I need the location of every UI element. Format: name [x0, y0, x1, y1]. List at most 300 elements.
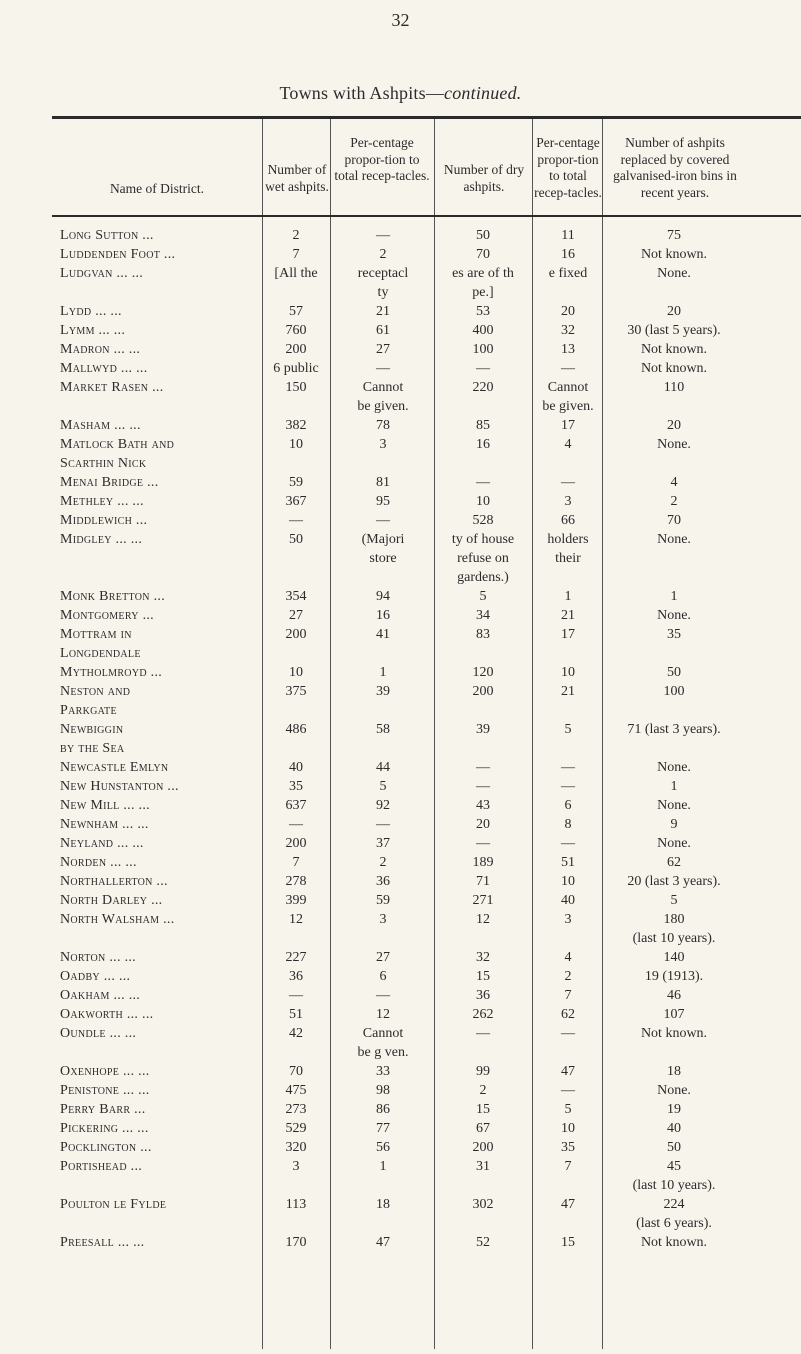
ashpits-replaced-cell: 100	[663, 684, 685, 699]
percentage-dry-cell: 47	[561, 1064, 575, 1079]
percentage-dry-cell: 3	[564, 494, 572, 509]
table-top-rule	[52, 116, 801, 119]
wet-ashpits-cell: 7	[292, 247, 300, 262]
dry-ashpits-cell: 5	[479, 589, 487, 604]
district-name: Midgley ... ...	[60, 532, 143, 547]
table-row	[52, 893, 801, 912]
dry-ashpits-cell: 189	[472, 855, 494, 870]
dry-ashpits-cell: 67	[476, 1121, 490, 1136]
table-row	[52, 361, 801, 380]
percentage-dry-cell: —	[561, 836, 575, 851]
dry-ashpits-cell: 100	[472, 342, 494, 357]
ashpits-replaced-cell: 107	[663, 1007, 685, 1022]
ashpits-replaced-cell: 140	[663, 950, 685, 965]
district-name: Portishead ...	[60, 1159, 143, 1174]
dry-ashpits-cell: 71	[476, 874, 490, 889]
wet-ashpits-cell: 57	[289, 304, 303, 319]
title-continued: continued.	[444, 83, 522, 103]
district-name: Lymm ... ...	[60, 323, 126, 338]
percentage-dry-cell: 51	[561, 855, 575, 870]
wet-ashpits-cell: 354	[285, 589, 307, 604]
percentage-wet-cell: 1	[379, 1159, 387, 1174]
percentage-wet-cell: 77	[376, 1121, 390, 1136]
ashpits-replaced-cell: 110	[663, 380, 685, 395]
percentage-wet-cell: —	[376, 228, 390, 243]
percentage-dry-cell: —	[561, 779, 575, 794]
district-name: Matlock Bath and	[60, 437, 175, 452]
percentage-dry-cell: 10	[561, 665, 575, 680]
wet-ashpits-cell: 529	[285, 1121, 307, 1136]
dry-ashpits-cell: 10	[476, 494, 490, 509]
percentage-dry-cell: 17	[561, 418, 575, 433]
percentage-dry-cell: 10	[561, 874, 575, 889]
ashpits-replaced-cell: Not known.	[640, 1235, 708, 1250]
dry-ashpits-cell: 262	[472, 1007, 494, 1022]
ashpits-replaced-cell: 75	[667, 228, 681, 243]
percentage-dry-cell: 40	[561, 893, 575, 908]
percentage-dry-cell: 11	[561, 228, 575, 243]
wet-ashpits-cell: —	[289, 817, 303, 832]
percentage-wet-cell: 5	[379, 779, 387, 794]
percentage-wet-cell: (Majori	[361, 532, 405, 547]
table-row	[52, 1235, 801, 1254]
percentage-wet-cell: 98	[376, 1083, 390, 1098]
ashpits-replaced-cell: 2	[670, 494, 678, 509]
wet-ashpits-cell: 70	[289, 1064, 303, 1079]
title-prefix: Towns with Ashpits—	[279, 83, 445, 103]
dry-ashpits-cell: —	[476, 361, 490, 376]
dry-ashpits-cell: 15	[476, 969, 490, 984]
ashpits-replaced-cell: None.	[657, 608, 691, 623]
district-name: Perry Barr ...	[60, 1102, 146, 1117]
ashpits-replaced-cell: Not known.	[640, 342, 708, 357]
percentage-wet-cell: 41	[376, 627, 390, 642]
district-name: Market Rasen ...	[60, 380, 164, 395]
district-name: by the Sea	[60, 741, 125, 756]
ashpits-replaced-cell: 50	[667, 1140, 681, 1155]
percentage-wet-cell: be given.	[357, 399, 409, 414]
percentage-wet-cell: 36	[376, 874, 390, 889]
district-name: Scarthin Nick	[60, 456, 147, 471]
table-row	[52, 874, 801, 893]
table-row	[52, 285, 801, 304]
wet-ashpits-cell: 3	[292, 1159, 300, 1174]
district-name: Madron ... ...	[60, 342, 141, 357]
percentage-dry-cell: 66	[561, 513, 575, 528]
table-row	[52, 817, 801, 836]
header-wet-ashpits: Number of wet ashpits.	[265, 162, 329, 194]
district-name: Parkgate	[60, 703, 117, 718]
dry-ashpits-cell: 120	[472, 665, 494, 680]
header-ashpits-replaced: Number of ashpits replaced by covered galvanised-iron bins in recent years.	[613, 135, 737, 200]
wet-ashpits-cell: [All the	[274, 266, 318, 281]
percentage-dry-cell: —	[561, 475, 575, 490]
percentage-dry-cell: 8	[564, 817, 572, 832]
percentage-dry-cell: 20	[561, 304, 575, 319]
percentage-wet-cell: —	[376, 817, 390, 832]
wet-ashpits-cell: 200	[285, 342, 307, 357]
header-dry-ashpits: Number of dry ashpits.	[443, 162, 525, 194]
district-name: Neston and	[60, 684, 131, 699]
page-number: 32	[391, 10, 410, 30]
header-percentage-wet: Per-centage propor-tion to total recep-tacles.	[334, 135, 430, 183]
percentage-dry-cell: —	[561, 1083, 575, 1098]
percentage-dry-cell: 4	[564, 437, 572, 452]
wet-ashpits-cell: 320	[285, 1140, 307, 1155]
district-name: Oadby ... ...	[60, 969, 131, 984]
percentage-dry-cell: —	[561, 361, 575, 376]
percentage-dry-cell: 10	[561, 1121, 575, 1136]
dry-ashpits-cell: 36	[476, 988, 490, 1003]
ashpits-replaced-cell: Not known.	[640, 361, 708, 376]
table-row	[52, 646, 801, 665]
percentage-dry-cell: 7	[564, 988, 572, 1003]
table-row	[52, 798, 801, 817]
dry-ashpits-cell: 271	[472, 893, 494, 908]
ashpits-replaced-cell: (last 10 years).	[632, 1178, 716, 1193]
dry-ashpits-cell: 20	[476, 817, 490, 832]
table-row	[52, 1102, 801, 1121]
table-row	[52, 1007, 801, 1026]
percentage-dry-cell: 13	[561, 342, 575, 357]
wet-ashpits-cell: 59	[289, 475, 303, 490]
percentage-dry-cell: 6	[564, 798, 572, 813]
district-name: Montgomery ...	[60, 608, 154, 623]
wet-ashpits-cell: 637	[285, 798, 307, 813]
wet-ashpits-cell: 42	[289, 1026, 303, 1041]
ashpits-replaced-cell: 4	[670, 475, 678, 490]
percentage-dry-cell: 4	[564, 950, 572, 965]
dry-ashpits-cell: 200	[472, 1140, 494, 1155]
page-title	[0, 83, 801, 104]
dry-ashpits-cell: —	[476, 836, 490, 851]
percentage-wet-cell: 1	[379, 665, 387, 680]
percentage-wet-cell: 27	[376, 950, 390, 965]
table-row	[52, 931, 801, 950]
table-row	[52, 1159, 801, 1178]
district-name: Preesall ... ...	[60, 1235, 145, 1250]
ashpits-replaced-cell: 50	[667, 665, 681, 680]
district-name: Mallwyd ... ...	[60, 361, 148, 376]
dry-ashpits-cell: 15	[476, 1102, 490, 1117]
table-row	[52, 684, 801, 703]
ashpits-replaced-cell: (last 10 years).	[632, 931, 716, 946]
percentage-wet-cell: 3	[379, 437, 387, 452]
percentage-wet-cell: 59	[376, 893, 390, 908]
ashpits-replaced-cell: 180	[663, 912, 685, 927]
dry-ashpits-cell: gardens.)	[457, 570, 509, 585]
percentage-dry-cell: 3	[564, 912, 572, 927]
percentage-wet-cell: 33	[376, 1064, 390, 1079]
dry-ashpits-cell: 528	[472, 513, 494, 528]
table-row	[52, 437, 801, 456]
table-row	[52, 1026, 801, 1045]
ashpits-replaced-cell: 35	[667, 627, 681, 642]
wet-ashpits-cell: 51	[289, 1007, 303, 1022]
percentage-wet-cell: store	[369, 551, 397, 566]
dry-ashpits-cell: 43	[476, 798, 490, 813]
district-name: Oxenhope ... ...	[60, 1064, 150, 1079]
ashpits-replaced-cell: 70	[667, 513, 681, 528]
percentage-wet-cell: 12	[376, 1007, 390, 1022]
percentage-wet-cell: 78	[376, 418, 390, 433]
percentage-wet-cell: 37	[376, 836, 390, 851]
table-row	[52, 855, 801, 874]
percentage-dry-cell: 17	[561, 627, 575, 642]
ashpits-replaced-cell: 20	[667, 418, 681, 433]
ashpits-replaced-cell: 19	[667, 1102, 681, 1117]
table-row	[52, 513, 801, 532]
wet-ashpits-cell: 475	[285, 1083, 307, 1098]
table-row	[52, 342, 801, 361]
table-row	[52, 665, 801, 684]
table-row	[52, 1045, 801, 1064]
district-name: Pocklington ...	[60, 1140, 152, 1155]
dry-ashpits-cell: 16	[476, 437, 490, 452]
wet-ashpits-cell: 10	[289, 665, 303, 680]
district-name: Newcastle Emlyn	[60, 760, 169, 775]
percentage-wet-cell: be g ven.	[357, 1045, 409, 1060]
district-name: Methley ... ...	[60, 494, 144, 509]
table-row	[52, 1178, 801, 1197]
percentage-wet-cell: 2	[379, 247, 387, 262]
percentage-dry-cell: 1	[564, 589, 572, 604]
ashpits-replaced-cell: Not known.	[640, 1026, 708, 1041]
table-row	[52, 589, 801, 608]
table-body	[52, 228, 801, 1254]
ashpits-replaced-cell: 46	[667, 988, 681, 1003]
wet-ashpits-cell: 10	[289, 437, 303, 452]
wet-ashpits-cell: 50	[289, 532, 303, 547]
percentage-wet-cell: 18	[376, 1197, 390, 1212]
table-row	[52, 608, 801, 627]
table-row	[52, 988, 801, 1007]
district-name: Newbiggin	[60, 722, 124, 737]
percentage-wet-cell: 94	[376, 589, 390, 604]
ashpits-replaced-cell: 62	[667, 855, 681, 870]
dry-ashpits-cell: 200	[472, 684, 494, 699]
table-row	[52, 703, 801, 722]
district-name: Masham ... ...	[60, 418, 141, 433]
ashpits-replaced-cell: 40	[667, 1121, 681, 1136]
dry-ashpits-cell: 52	[476, 1235, 490, 1250]
percentage-wet-cell: —	[376, 361, 390, 376]
district-name: North Walsham ...	[60, 912, 175, 927]
table-row	[52, 304, 801, 323]
dry-ashpits-cell: pe.]	[472, 285, 494, 300]
dry-ashpits-cell: ty of house	[451, 532, 515, 547]
district-name: Penistone ... ...	[60, 1083, 150, 1098]
percentage-wet-cell: 16	[376, 608, 390, 623]
percentage-wet-cell: 21	[376, 304, 390, 319]
table-row	[52, 836, 801, 855]
table-row	[52, 1083, 801, 1102]
dry-ashpits-cell: 32	[476, 950, 490, 965]
wet-ashpits-cell: 12	[289, 912, 303, 927]
ashpits-replaced-cell: (last 6 years).	[636, 1216, 712, 1231]
percentage-wet-cell: 3	[379, 912, 387, 927]
table-row	[52, 1064, 801, 1083]
ashpits-replaced-cell: 224	[663, 1197, 685, 1212]
district-name: Newnham ... ...	[60, 817, 149, 832]
ashpits-replaced-cell: 18	[667, 1064, 681, 1079]
table-row	[52, 228, 801, 247]
ashpits-replaced-cell: None.	[657, 1083, 691, 1098]
ashpits-replaced-cell: Not known.	[640, 247, 708, 262]
percentage-wet-cell: —	[376, 988, 390, 1003]
percentage-wet-cell: 81	[376, 475, 390, 490]
dry-ashpits-cell: 83	[476, 627, 490, 642]
percentage-dry-cell: —	[561, 760, 575, 775]
dry-ashpits-cell: —	[476, 475, 490, 490]
wet-ashpits-cell: 150	[285, 380, 307, 395]
district-name: Longdendale	[60, 646, 141, 661]
percentage-wet-cell: 92	[376, 798, 390, 813]
district-name: Middlewich ...	[60, 513, 148, 528]
dry-ashpits-cell: es are of th	[452, 266, 514, 281]
table-row	[52, 627, 801, 646]
percentage-wet-cell: 39	[376, 684, 390, 699]
percentage-dry-cell: 21	[561, 608, 575, 623]
table-row	[52, 969, 801, 988]
district-name: Long Sutton ...	[60, 228, 154, 243]
wet-ashpits-cell: 227	[285, 950, 307, 965]
dry-ashpits-cell: 12	[476, 912, 490, 927]
table-row	[52, 1197, 801, 1216]
ashpits-replaced-cell: 30 (last 5 years).	[627, 323, 721, 338]
wet-ashpits-cell: —	[289, 988, 303, 1003]
dry-ashpits-cell: —	[476, 760, 490, 775]
table-row	[52, 494, 801, 513]
district-name: Oakworth ... ...	[60, 1007, 154, 1022]
dry-ashpits-cell: 70	[476, 247, 490, 262]
ashpits-replaced-cell: 9	[670, 817, 678, 832]
dry-ashpits-cell: 50	[476, 228, 490, 243]
ashpits-replaced-cell: 20	[667, 304, 681, 319]
dry-ashpits-cell: 31	[476, 1159, 490, 1174]
wet-ashpits-cell: 27	[289, 608, 303, 623]
percentage-wet-cell: ty	[377, 285, 389, 300]
district-name: Neyland ... ...	[60, 836, 144, 851]
dry-ashpits-cell: 85	[476, 418, 490, 433]
table-row	[52, 779, 801, 798]
percentage-dry-cell: their	[555, 551, 581, 566]
percentage-dry-cell: 62	[561, 1007, 575, 1022]
percentage-wet-cell: 6	[379, 969, 387, 984]
wet-ashpits-cell: 7	[292, 855, 300, 870]
table-row	[52, 399, 801, 418]
wet-ashpits-cell: 170	[285, 1235, 307, 1250]
district-name: Mottram in	[60, 627, 132, 642]
wet-ashpits-cell: 486	[285, 722, 307, 737]
ashpits-replaced-cell: 45	[667, 1159, 681, 1174]
percentage-dry-cell: 47	[561, 1197, 575, 1212]
table-row	[52, 570, 801, 589]
dry-ashpits-cell: 400	[472, 323, 494, 338]
percentage-wet-cell: 58	[376, 722, 390, 737]
ashpits-replaced-cell: 1	[670, 779, 678, 794]
table-row	[52, 456, 801, 475]
percentage-dry-cell: 5	[564, 1102, 572, 1117]
wet-ashpits-cell: 367	[285, 494, 307, 509]
percentage-dry-cell: 5	[564, 722, 572, 737]
dry-ashpits-cell: 99	[476, 1064, 490, 1079]
district-name: Norton ... ...	[60, 950, 136, 965]
wet-ashpits-cell: 40	[289, 760, 303, 775]
district-name: Oundle ... ...	[60, 1026, 137, 1041]
table-row	[52, 380, 801, 399]
table-row	[52, 247, 801, 266]
ashpits-replaced-cell: 1	[670, 589, 678, 604]
percentage-dry-cell: Cannot	[547, 380, 589, 395]
table-row	[52, 475, 801, 494]
wet-ashpits-cell: 6 public	[273, 361, 319, 376]
percentage-wet-cell: receptacl	[357, 266, 409, 281]
ashpits-replaced-cell: 71 (last 3 years).	[627, 722, 721, 737]
percentage-dry-cell: be given.	[542, 399, 594, 414]
district-name: New Hunstanton ...	[60, 779, 179, 794]
table-row	[52, 323, 801, 342]
district-name: Pickering ... ...	[60, 1121, 149, 1136]
wet-ashpits-cell: 760	[285, 323, 307, 338]
ashpits-replaced-cell: None.	[657, 760, 691, 775]
ashpits-replaced-cell: None.	[657, 532, 691, 547]
header-percentage-dry: Per-centage propor-tion to total recep-tacles.	[534, 135, 602, 200]
dry-ashpits-cell: 39	[476, 722, 490, 737]
percentage-dry-cell: 16	[561, 247, 575, 262]
table-row	[52, 1140, 801, 1159]
ashpits-replaced-cell: None.	[657, 266, 691, 281]
district-name: Lydd ... ...	[60, 304, 122, 319]
percentage-dry-cell: holders	[547, 532, 589, 547]
district-name: Mytholmroyd ...	[60, 665, 163, 680]
table-row	[52, 551, 801, 570]
table-row	[52, 1216, 801, 1235]
district-name: New Mill ... ...	[60, 798, 150, 813]
percentage-dry-cell: 35	[561, 1140, 575, 1155]
percentage-wet-cell: 61	[376, 323, 390, 338]
percentage-wet-cell: 2	[379, 855, 387, 870]
wet-ashpits-cell: 2	[292, 228, 300, 243]
table-row	[52, 912, 801, 931]
table-row	[52, 266, 801, 285]
district-name: Northallerton ...	[60, 874, 168, 889]
percentage-wet-cell: 56	[376, 1140, 390, 1155]
dry-ashpits-cell: —	[476, 779, 490, 794]
wet-ashpits-cell: 273	[285, 1102, 307, 1117]
ashpits-replaced-cell: 19 (1913).	[644, 969, 704, 984]
percentage-dry-cell: 21	[561, 684, 575, 699]
percentage-wet-cell: 44	[376, 760, 390, 775]
district-name: Poulton le Fylde	[60, 1197, 167, 1212]
wet-ashpits-cell: 399	[285, 893, 307, 908]
table-row	[52, 1121, 801, 1140]
wet-ashpits-cell: 278	[285, 874, 307, 889]
wet-ashpits-cell: 36	[289, 969, 303, 984]
district-name: Ludgvan ... ...	[60, 266, 144, 281]
header-bottom-rule	[52, 215, 801, 217]
wet-ashpits-cell: 200	[285, 836, 307, 851]
district-name: North Darley ...	[60, 893, 163, 908]
dry-ashpits-cell: 34	[476, 608, 490, 623]
district-name: Oakham ... ...	[60, 988, 141, 1003]
wet-ashpits-cell: 35	[289, 779, 303, 794]
percentage-wet-cell: 47	[376, 1235, 390, 1250]
district-name: Monk Bretton ...	[60, 589, 166, 604]
wet-ashpits-cell: 113	[285, 1197, 307, 1212]
dry-ashpits-cell: 2	[479, 1083, 487, 1098]
table-row	[52, 722, 801, 741]
